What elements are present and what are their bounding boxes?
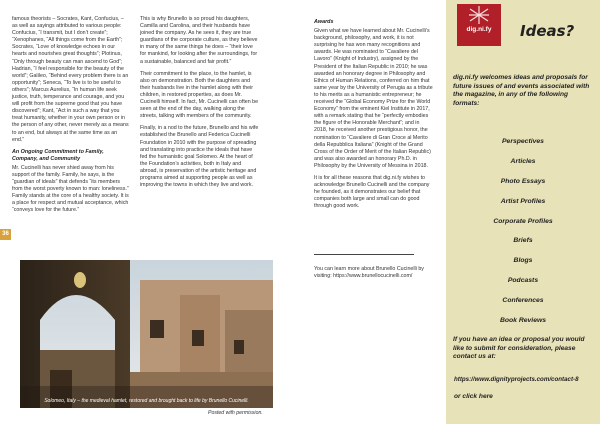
format-item: Blogs	[513, 257, 533, 265]
article-column-3	[314, 16, 434, 215]
divider	[314, 254, 414, 255]
website-note	[314, 266, 434, 285]
ideas-title: Ideas?	[520, 22, 575, 40]
format-item: Artist Profiles	[500, 197, 546, 205]
format-item: Articles	[510, 157, 536, 165]
format-item: Podcasts	[507, 277, 539, 285]
asterisk-icon	[457, 4, 501, 46]
article-column-2	[140, 16, 260, 194]
dignify-logo	[457, 4, 501, 46]
awards-heading: Awards	[314, 19, 334, 25]
click-here-link[interactable]: or click here	[454, 393, 493, 400]
format-item: Conferences	[502, 297, 544, 305]
article-column-1	[12, 16, 130, 220]
contact-link[interactable]: https://www.dignityprojects.com/contact-8	[454, 376, 579, 383]
section-heading: An Ongoing Commitment to Family, Company, and Community	[12, 148, 104, 162]
website-link[interactable]: You can learn more about Brunello Cucinelli by visiting: https://www.brunellocucinelli.com/	[314, 266, 424, 280]
page-number: 36	[0, 229, 11, 240]
paragraph: Given what we have learned about Mr. Cucinelli’s background, philosophy, and work, it is not surprising he has won many recognitions and awards. He was nominated to “Cavaliere del Lavoro” (Knight of Industry), assigned by the President of the Italian Republic in 2010; he was awarded an honorary degree in Philosophy and Ethics of Human Relations, conferred on him that same year by the University of Perugia as a tribute to his merits as a humanistic entrepreneur; he received the “Global Economy Prize for the World Economy” from the eminent Kiel Institute in 2017, with a remark stating that he “perfectly embodies the figure of the Honorable Merchant”; and in 2018, he received another prestigious honor, the nomination to “Cavaliere di Gran Croce al Merito della Repubblica Italiana” (Knight of the Grand Cross of the Order of Merit of the Italian Republic) and was also awarded an honorary Ph.D. in Philosophy by the University of Messina in 2018.	[314, 28, 433, 169]
format-item: Perspectives	[502, 138, 544, 145]
paragraph: Their commitment to the place, to the hamlet, is also on demonstration. Both the daughters and their husbands live in the hamlet along with their children, in restored properties, as does Mr. Cucinelli himself. In fact, Mr. Cucinelli can often be seen at the end of the day, walking along the streets, talking with members of the community.	[140, 70, 259, 120]
ideas-intro: dig.ni.fy welcomes ideas and proposals for future issues of and events associated with the magazine, in any of the following formats:	[453, 74, 590, 107]
photo-caption: Solomeo, Italy – the medieval hamlet, restored and brought back to life by Brunello Cucinelli.	[44, 398, 249, 404]
ideas-outro: If you have an idea or proposal you would like to submit for consideration, please contact us at:	[453, 336, 585, 361]
paragraph: Finally, in a nod to the future, Brunello and his wife established the Brunello and Federica Cucinelli Foundation in 2010 with the purpose of spreading and translating into practice the ideals that have fed the humanistic goal Solomeo. At the heart of the Foundation’s activities, both in Italy and abroad, is preservation of the artistic heritage and programs aimed at supporting people as well as improving the towns in which they live and work.	[140, 125, 259, 189]
logo-text: dig.ni.fy	[466, 26, 492, 33]
format-item: Briefs	[513, 237, 533, 245]
format-list	[446, 132, 600, 331]
paragraph: Mr. Cucinelli has never shied away from his support of the family. Family, he says, is the “guardian of ideals” that defends “its members from the worst poverty known to man: loneliness.” Family stands at the core of a healthy society. It is a place for respect and mutual acceptance, which “conveys love for the future.”	[12, 164, 129, 214]
paragraph: It is for all these reasons that dig.ni.fy wishes to acknowledge Brunello Cucinelli and the company he founded, as it demonstrates our belief that companies both large and small can do good through good work.	[314, 174, 430, 210]
format-item: Book Reviews	[499, 317, 547, 325]
paragraph: This is why Brunello is so proud his daughters, Camilla and Carolina, and their husbands have joined the company. As he sees it, they are true guardians of the corporate culture, as they believe in many of the same things he does – “their love for mankind, for looking after the surroundings, for a sustainable, balanced and fair profit.”	[140, 16, 258, 65]
paragraph: famous theorists – Socrates, Kant, Confucius, – as well as sayings attributed to various people: Confucius, “I transmit, but I don’t create”; “Xenophanes, “All things come from the Earth”; Socrates, “Love of knowledge echoes in our hearts and nourishes great thoughts”; Plotinus, “Only through beauty can man ascend to God”; Hadrian, “I feel responsible for the beauty of the world”; Galileo, “Behind every problem there is an opportunity”; Seneca, “To live is to be useful to others”; Marcus Aurelius, “In human life seek justice, truth, temperance and courage, and you will profit from the supreme good that you have discovered”; Kant, “Act in such a way that you treat humanity, whether in your own person or in the person of any other, never merely as a means to an end, but always at the same time as an end.”	[12, 16, 129, 143]
hamlet-photo	[20, 260, 273, 408]
format-item: Photo Essays	[500, 177, 546, 185]
photo-credit: Posted with permission.	[208, 410, 263, 416]
format-item: Corporate Profiles	[493, 217, 553, 225]
